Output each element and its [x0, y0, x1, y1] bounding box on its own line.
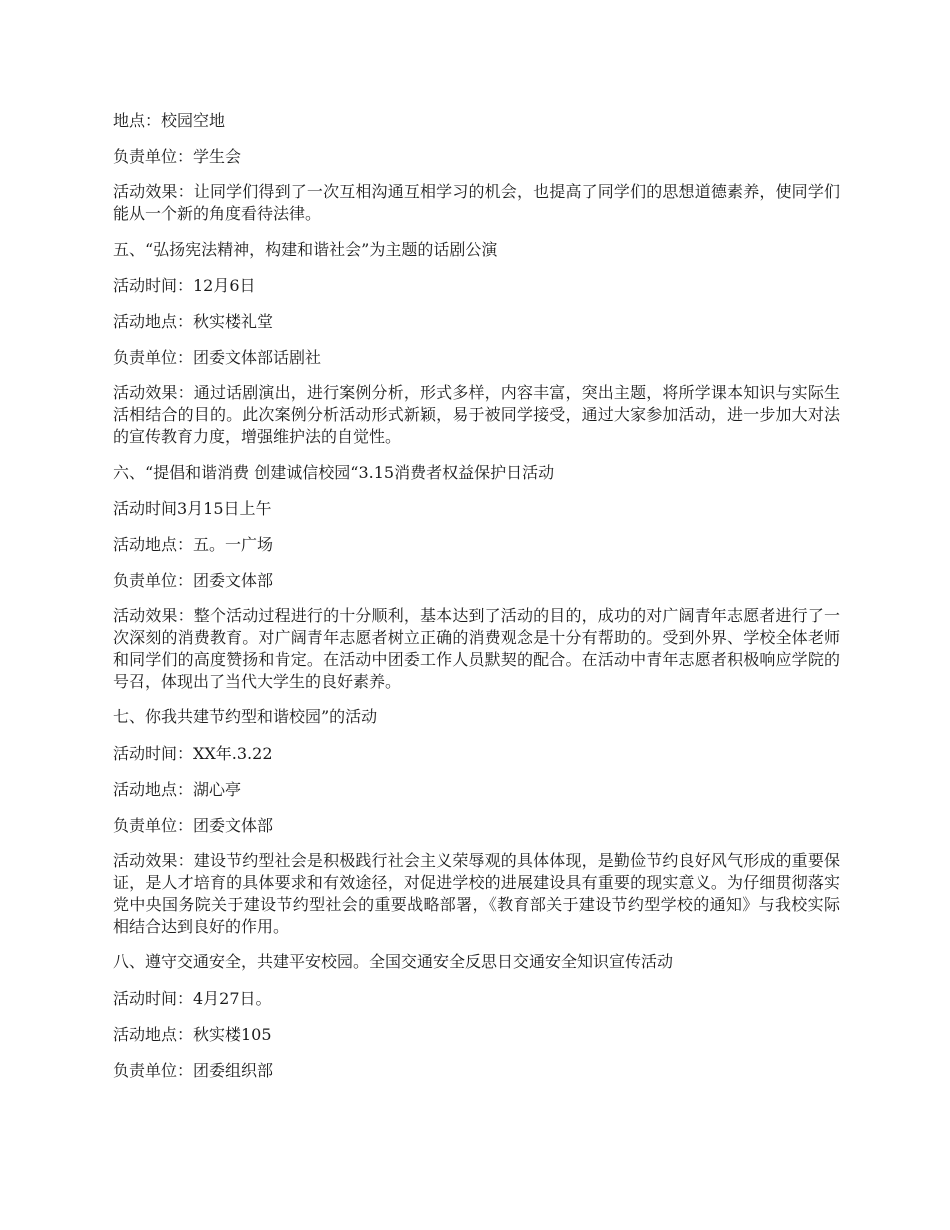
paragraph-time: 活动时间3月15日上午 [113, 498, 272, 518]
paragraph-organizer: 负责单位：团委组织部 [113, 1060, 274, 1080]
section-heading-8: 八、遵守交通安全，共建平安校园。全国交通安全反思日交通安全知识宣传活动 [113, 952, 674, 972]
paragraph-location: 活动地点：秋实楼105 [113, 1024, 272, 1044]
document-body [113, 109, 840, 1095]
paragraph-time: 活动时间：XX年.3.22 [113, 743, 273, 763]
paragraph-organizer: 负责单位：团委文体部 [113, 571, 274, 591]
paragraph-time: 活动时间：12月6日 [113, 275, 256, 295]
paragraph-organizer: 负责单位：学生会 [113, 147, 242, 167]
section-heading-7: 七、你我共建节约型和谐校园”的活动 [113, 707, 378, 727]
paragraph-organizer: 负责单位：团委文体部 [113, 816, 274, 835]
paragraph-effect: 活动效果：通过话剧演出，进行案例分析，形式多样，内容丰富，突出主题，将所学课本知识与实际生活相结合的目的。此次案例分析活动形式新颖，易于被同学接受，通过大家参加活动，进一步加大对法的宣传教育力度，增强维护法的自觉性。 [113, 383, 840, 447]
paragraph-effect: 活动效果：整个活动过程进行的十分顺利，基本达到了活动的目的，成功的对广阔青年志愿者进行了一次深刻的消费教育。对广阔青年志愿者树立正确的消费观念是十分有帮助的。受到外界、学校全体老师和同学们的高度赞扬和肯定。在活动中团委工作人员默契的配合。在活动中青年志愿者积极响应学院的号召，体现出了当代大学生的良好素养。 [113, 606, 840, 692]
paragraph-organizer: 负责单位：团委文体部话剧社 [113, 348, 322, 368]
paragraph-effect: 活动效果：建设节约型社会是积极践行社会主义荣辱观的具体体现，是勤俭节约良好风气形成的重要保证，是人才培育的具体要求和有效途径，对促进学校的进展建设具有重要的现实意义。为仔细贯彻落实党中央国务院关于建设节约型社会的重要战略部署，《教育部关于建设节约型学校的通知》与我校实际相结合达到良好的作用。 [113, 851, 840, 937]
paragraph-location: 地点：校园空地 [113, 111, 226, 130]
section-heading-5: 五、“弘扬宪法精神，构建和谐社会”为主题的话剧公演 [113, 239, 498, 259]
paragraph-location: 活动地点：五。一广场 [113, 534, 274, 554]
paragraph-location: 活动地点：湖心亭 [113, 779, 242, 799]
paragraph-time: 活动时间：4月27日。 [113, 988, 272, 1008]
section-heading-6: 六、“提倡和谐消费 创建诚信校园“3.15消费者权益保护日活动 [113, 462, 555, 482]
paragraph-effect: 活动效果：让同学们得到了一次互相沟通互相学习的机会，也提高了同学们的思想道德素养，使同学们能从一个新的角度看待法律。 [113, 182, 840, 224]
paragraph-location: 活动地点：秋实楼礼堂 [113, 311, 274, 331]
